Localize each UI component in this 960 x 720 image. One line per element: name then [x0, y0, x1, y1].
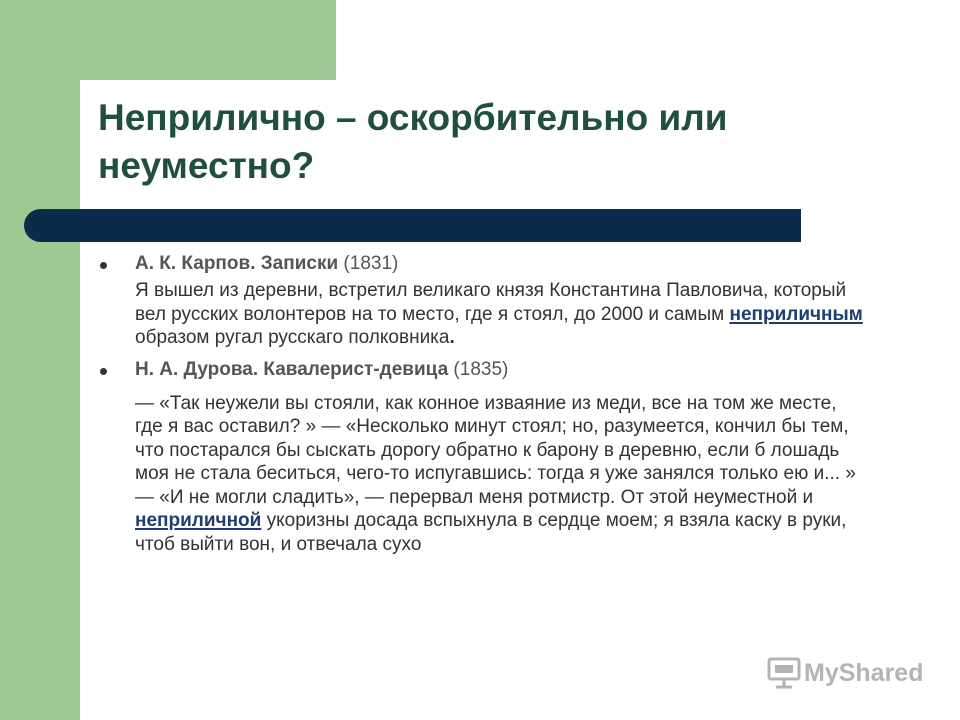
watermark-text: MyShared [804, 658, 924, 687]
quote-text-after: укоризны досада вспыхнула в сердце моем; я взяла каску в руки, чтоб выйти вон, и отвечала сухо [135, 510, 847, 555]
slide-title: Неприлично – оскорбительно или неуместно? [98, 97, 728, 186]
watermark [766, 656, 923, 690]
title-divider-bar [24, 209, 801, 242]
presentation-icon [766, 656, 802, 690]
keyword-link[interactable]: неприличной [135, 510, 262, 531]
entry-heading [135, 358, 868, 382]
bullet-icon [100, 262, 107, 269]
entry-quote [135, 279, 868, 350]
list-item [98, 358, 868, 557]
green-side-strip [0, 0, 80, 720]
quote-text-before: Я вышел из деревни, встретил великаго князя Константина Павловича, который вел русских волонтеров на то место, где я стоял, до 2000 и самым [135, 280, 847, 325]
quote-text-after: образом ругал русскаго полковника [135, 327, 450, 348]
entry-quote [135, 392, 868, 557]
quote-text-end: . [449, 327, 455, 348]
quote-text-before: — «Так неужели вы стояли, как конное изваяние из меди, все на том же месте, где я вас оставил? » — «Несколько минут стоял; но, разумеется, кончил бы тем, что постарался бы сыскать дорогу обратно к барону в деревню, если б лошадь моя не стала беситься, чего-то испугавшись: тогда я уже занялся только ею и... » — «И не могли сладить», — перервал меня ротмистр. От этой неуместной и [135, 392, 856, 508]
green-top-block [80, 0, 336, 80]
entry-year: (1831) [343, 253, 399, 274]
slide-content [98, 252, 868, 556]
entry-year: (1835) [453, 358, 509, 380]
list-item [98, 252, 868, 350]
bullet-icon [100, 368, 107, 375]
entry-heading [135, 252, 868, 276]
entry-source: Н. А. Дурова. Кавалерист-девица [135, 358, 449, 380]
keyword-link[interactable]: неприличным [729, 303, 863, 325]
entry-source: А. К. Карпов. Записки [135, 253, 339, 274]
